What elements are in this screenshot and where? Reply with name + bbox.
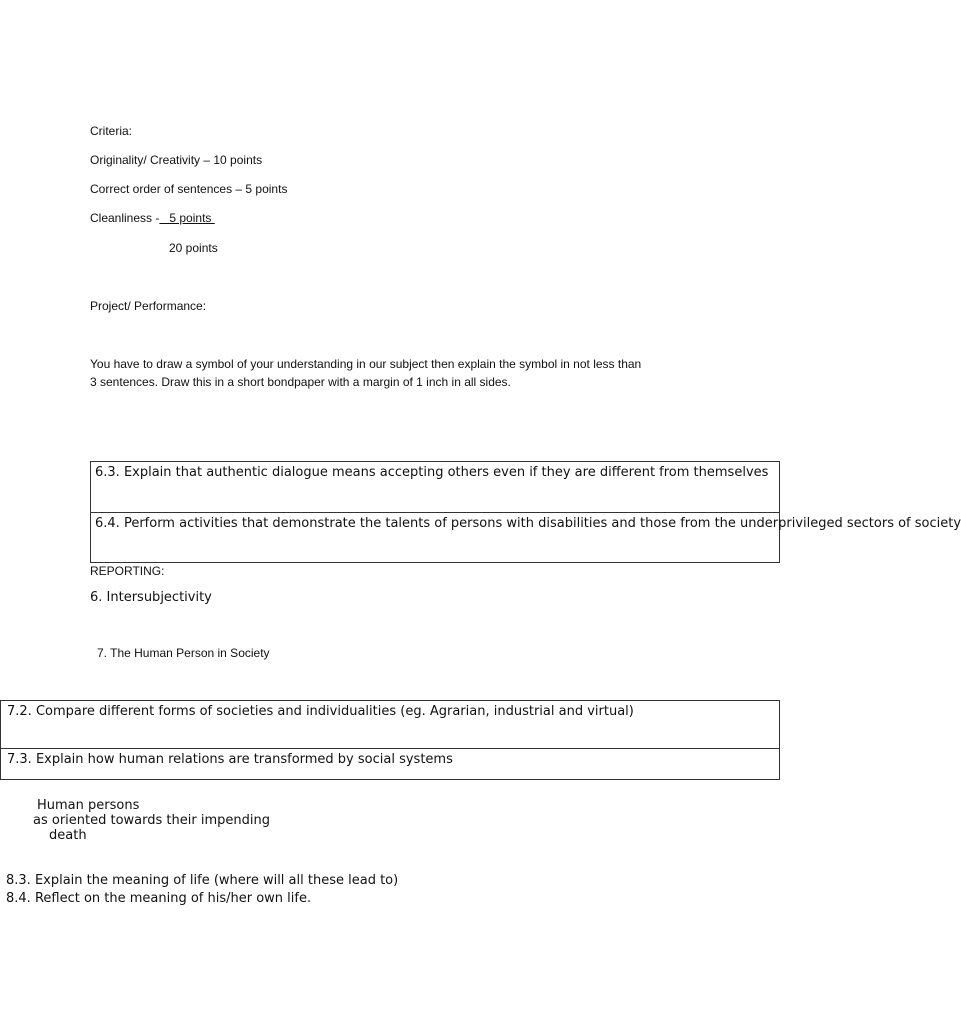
competency-table-7 bbox=[0, 700, 780, 780]
competency-table-6 bbox=[90, 461, 961, 563]
topic-8-line3: death bbox=[49, 828, 87, 843]
project-instructions-line1: You have to draw a symbol of your understanding in our subject then explain the symbol in not less than bbox=[90, 357, 642, 371]
topic-8-line2: as oriented towards their impending bbox=[33, 813, 270, 828]
competency-8-3: 8.3. Explain the meaning of life (where will all these lead to) bbox=[6, 873, 399, 888]
reporting-heading: REPORTING: bbox=[90, 564, 165, 578]
table-row bbox=[91, 462, 779, 512]
criteria-cleanliness bbox=[90, 211, 215, 225]
topic-8-line1: Human persons bbox=[37, 798, 140, 813]
project-heading: Project/ Performance: bbox=[90, 299, 207, 313]
competency-6-3: 6.3. Explain that authentic dialogue means accepting others even if they are different from themselves bbox=[95, 465, 769, 480]
table-row bbox=[91, 512, 961, 564]
criteria-heading: Criteria: bbox=[90, 124, 133, 138]
project-instructions-line2: 3 sentences. Draw this in a short bondpaper with a margin of 1 inch in all sides. bbox=[90, 375, 511, 389]
competency-7-3: 7.3. Explain how human relations are transformed by social systems bbox=[7, 752, 453, 767]
table-row bbox=[1, 748, 779, 781]
cleanliness-points: 5 points bbox=[159, 211, 215, 225]
criteria-order: Correct order of sentences – 5 points bbox=[90, 182, 288, 196]
competency-8-4: 8.4. Reflect on the meaning of his/her own life. bbox=[6, 891, 312, 906]
competency-7-2: 7.2. Compare different forms of societies and individualities (eg. Agrarian, industrial and virtual) bbox=[7, 704, 634, 719]
competency-6-4: 6.4. Perform activities that demonstrate the talents of persons with disabilities and those from the underprivileged sectors of society bbox=[95, 516, 961, 531]
reporting-item-7: 7. The Human Person in Society bbox=[97, 646, 270, 660]
project-instructions bbox=[90, 355, 641, 391]
table-row bbox=[1, 701, 779, 748]
criteria-total: 20 points bbox=[169, 241, 218, 255]
reporting-item-6: 6. Intersubjectivity bbox=[90, 590, 212, 605]
cleanliness-label: Cleanliness - bbox=[90, 211, 160, 225]
criteria-originality: Originality/ Creativity – 10 points bbox=[90, 153, 263, 167]
